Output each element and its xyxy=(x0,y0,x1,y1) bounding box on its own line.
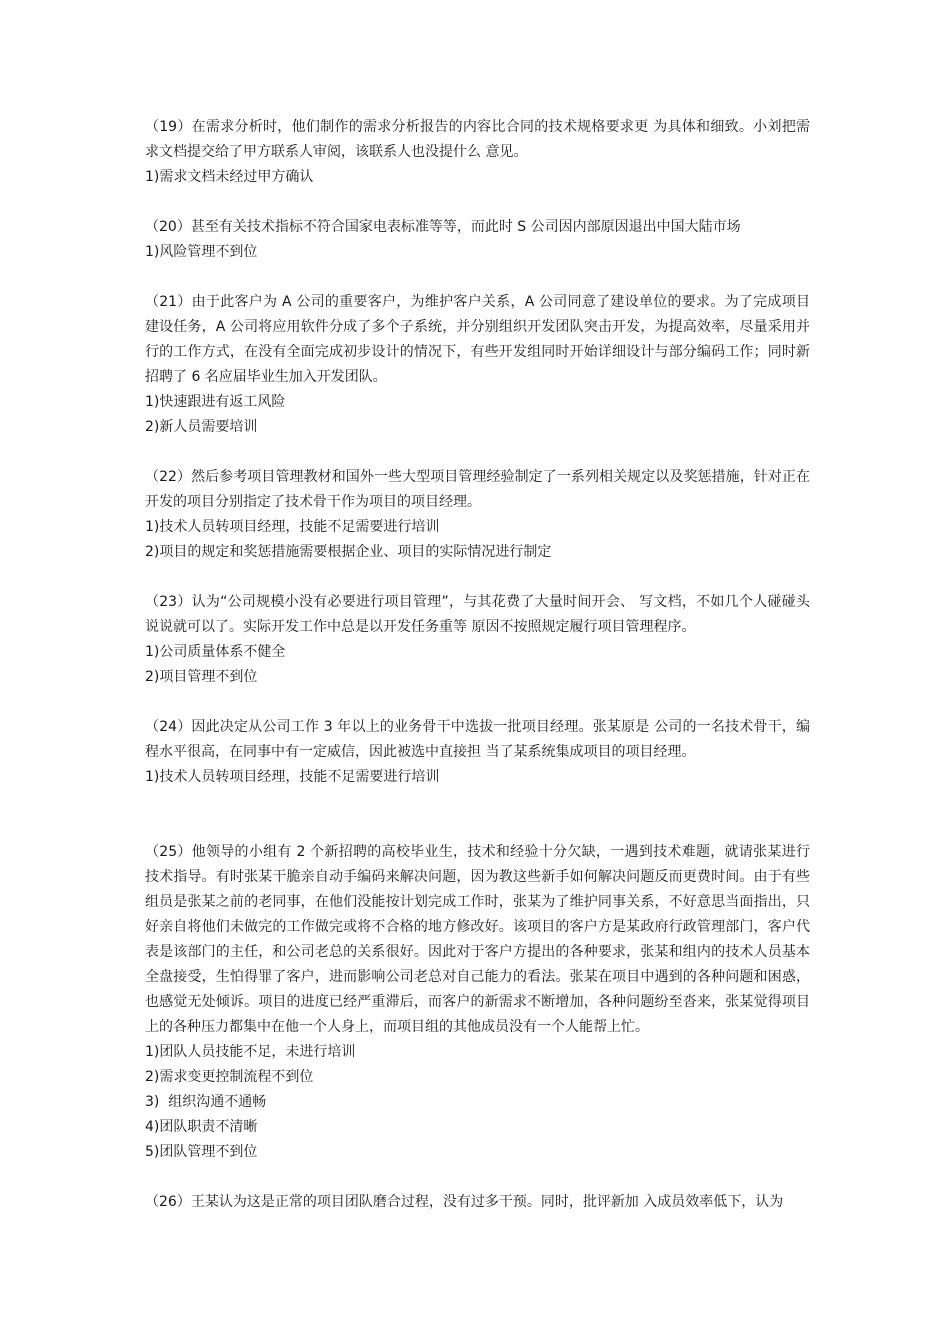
paragraph: （24）因此决定从公司工作 3 年以上的业务骨干中选拔一批项目经理。张某原是 公司的一名技术骨干，编程水平很高，在同事中有一定威信，因此被选中直接担 当了某系统集成项目的项目经理。 xyxy=(145,719,810,760)
list-item: 1)技术人员转项目经理，技能不足需要进行培训 xyxy=(145,519,440,535)
list-item: 2)项目的规定和奖惩措施需要根据企业、项目的实际情况进行制定 xyxy=(145,544,552,560)
section-21 xyxy=(145,290,810,440)
paragraph: （23）认为“公司规模小没有必要进行项目管理”，与其花费了大量时间开会、 写文档，不如几个人碰碰头说说就可以了。实际开发工作中总是以开发任务重等 原因不按照规定履行项目管理程序。 xyxy=(145,594,810,635)
list-item: 1)技术人员转项目经理，技能不足需要进行培训 xyxy=(145,769,440,785)
paragraph: （22）然后参考项目管理教材和国外一些大型项目管理经验制定了一系列相关规定以及奖惩措施，针对正在开发的项目分别指定了技术骨干作为项目的项目经理。 xyxy=(145,469,810,510)
list-item: 1)团队人员技能不足，未进行培训 xyxy=(145,1044,356,1060)
list-item: 1)风险管理不到位 xyxy=(145,244,258,260)
list-item: 2)新人员需要培训 xyxy=(145,419,258,435)
section-24 xyxy=(145,715,810,790)
paragraph: （20）甚至有关技术指标不符合国家电表标准等等，而此时 S 公司因内部原因退出中国大陆市场 xyxy=(145,219,741,235)
section-22 xyxy=(145,465,810,565)
paragraph: （26）王某认为这是正常的项目团队磨合过程，没有过多干预。同时，批评新加 入成员效率低下，认为 xyxy=(145,1194,784,1210)
section-26 xyxy=(145,1190,810,1215)
paragraph: （25）他领导的小组有 2 个新招聘的高校毕业生，技术和经验十分欠缺，一遇到技术难题，就请张某进行技术指导。有时张某干脆亲自动手编码来解决问题，因为教这些新手如何解决问题反而更费时间。由于有些组员是张某之前的老同事，在他们没能按计划完成工作时，张某为了维护同事关系，不好意思当面指出，只好亲自将他们未做完的工作做完或将不合格的地方修改好。该项目的客户方是某政府行政管理部门，客户代表是该部门的主任，和公司老总的关系很好。因此对于客户方提出的各种要求，张某和组内的技术人员基本全盘接受，生怕得罪了客户，进而影响公司老总对自己能力的看法。张某在项目中遇到的各种问题和困惑，也感觉无处倾诉。项目的进度已经严重滞后，而客户的新需求不断增加，各种问题纷至沓来，张某觉得项目上的各种压力都集中在他一个人身上，而项目组的其他成员没有一个人能帮上忙。 xyxy=(145,844,810,1035)
section-25 xyxy=(145,840,810,1165)
list-item: 5)团队管理不到位 xyxy=(145,1144,258,1160)
paragraph: （21）由于此客户为 A 公司的重要客户，为维护客户关系，A 公司同意了建设单位的要求。为了完成项目建设任务，A 公司将应用软件分成了多个子系统，并分别组织开发团队突击开发，为提高效率，尽量采用并行的工作方式，在没有全面完成初步设计的情况下，有些开发组同时开始详细设计与部分编码工作；同时新招聘了 6 名应届毕业生加入开发团队。 xyxy=(145,294,810,385)
list-item: 1)快速跟进有返工风险 xyxy=(145,394,286,410)
section-20 xyxy=(145,215,810,265)
list-item: 1)需求文档未经过甲方确认 xyxy=(145,169,314,185)
list-item: 1)公司质量体系不健全 xyxy=(145,644,286,660)
list-item: 2)需求变更控制流程不到位 xyxy=(145,1069,314,1085)
section-19 xyxy=(145,115,810,190)
section-23 xyxy=(145,590,810,690)
list-item: 3) 组织沟通不通畅 xyxy=(145,1094,267,1110)
list-item: 2)项目管理不到位 xyxy=(145,669,258,685)
paragraph: （19）在需求分析时，他们制作的需求分析报告的内容比合同的技术规格要求更 为具体和细致。小刘把需求文档提交给了甲方联系人审阅，该联系人也没提什么 意见。 xyxy=(145,119,810,160)
list-item: 4)团队职责不清晰 xyxy=(145,1119,258,1135)
